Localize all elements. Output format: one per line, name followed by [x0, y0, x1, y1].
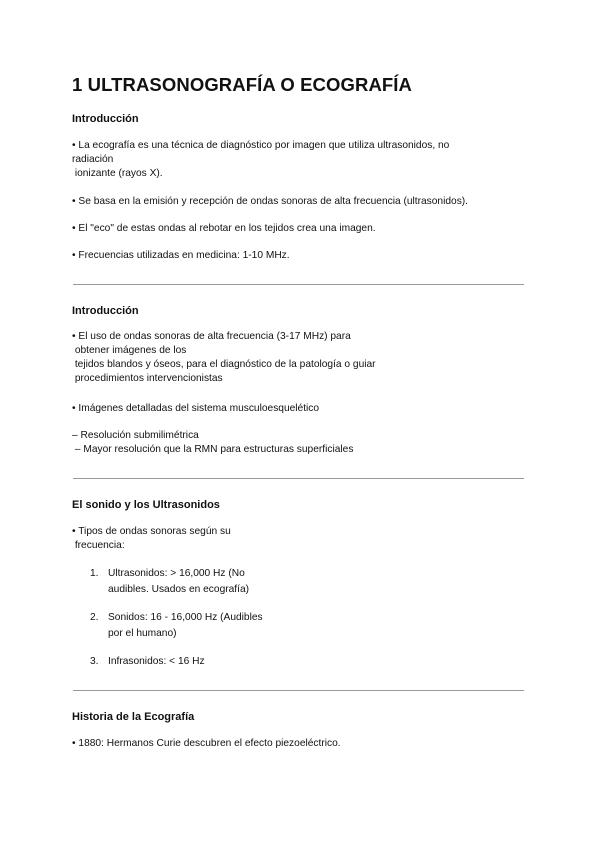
list-item: Infrasonidos: < 16 Hz: [108, 656, 205, 667]
section-divider: [73, 284, 524, 285]
paragraph: • Se basa en la emisión y recepción de ondas sonoras de alta frecuencia (ultrasonidos).: [72, 196, 469, 207]
list-item: Ultrasonidos: > 16,000 Hz (No audibles. Usados en ecografía): [108, 568, 250, 595]
paragraph: • Tipos de ondas sonoras según su frecuencia:: [72, 526, 231, 551]
page-title: 1 ULTRASONOGRAFÍA O ECOGRAFÍA: [72, 74, 413, 95]
list-item-number: 2.: [90, 612, 99, 623]
section-divider: [73, 690, 524, 691]
list-item-number: 1.: [90, 568, 99, 579]
paragraph: • 1880: Hermanos Curie descubren el efecto piezoeléctrico.: [72, 738, 341, 749]
section-divider: [73, 478, 524, 479]
section-heading-introduccion-1: Introducción: [72, 113, 139, 125]
paragraph: • El "eco" de estas ondas al rebotar en los tejidos crea una imagen.: [72, 223, 376, 234]
paragraph: • Frecuencias utilizadas en medicina: 1-10 MHz.: [72, 250, 290, 261]
list-item: Sonidos: 16 - 16,000 Hz (Audibles por el humano): [108, 612, 263, 639]
section-heading-sonido-ultrasonidos: El sonido y los Ultrasonidos: [72, 499, 220, 511]
paragraph: – Resolución submilimétrica – Mayor resolución que la RMN para estructuras superficiales: [72, 430, 354, 455]
paragraph: • El uso de ondas sonoras de alta frecuencia (3-17 MHz) para obtener imágenes de los tejidos blandos y óseos, para el diagnóstico de la patología o guiar procedimientos intervencionistas: [72, 331, 376, 384]
section-heading-introduccion-2: Introducción: [72, 305, 139, 317]
paragraph: • Imágenes detalladas del sistema musculoesquelético: [72, 403, 320, 414]
paragraph: • La ecografía es una técnica de diagnóstico por imagen que utiliza ultrasonidos, no radiación ionizante (rayos X).: [72, 140, 450, 179]
section-heading-historia: Historia de la Ecografía: [72, 711, 195, 723]
list-item-number: 3.: [90, 656, 99, 667]
